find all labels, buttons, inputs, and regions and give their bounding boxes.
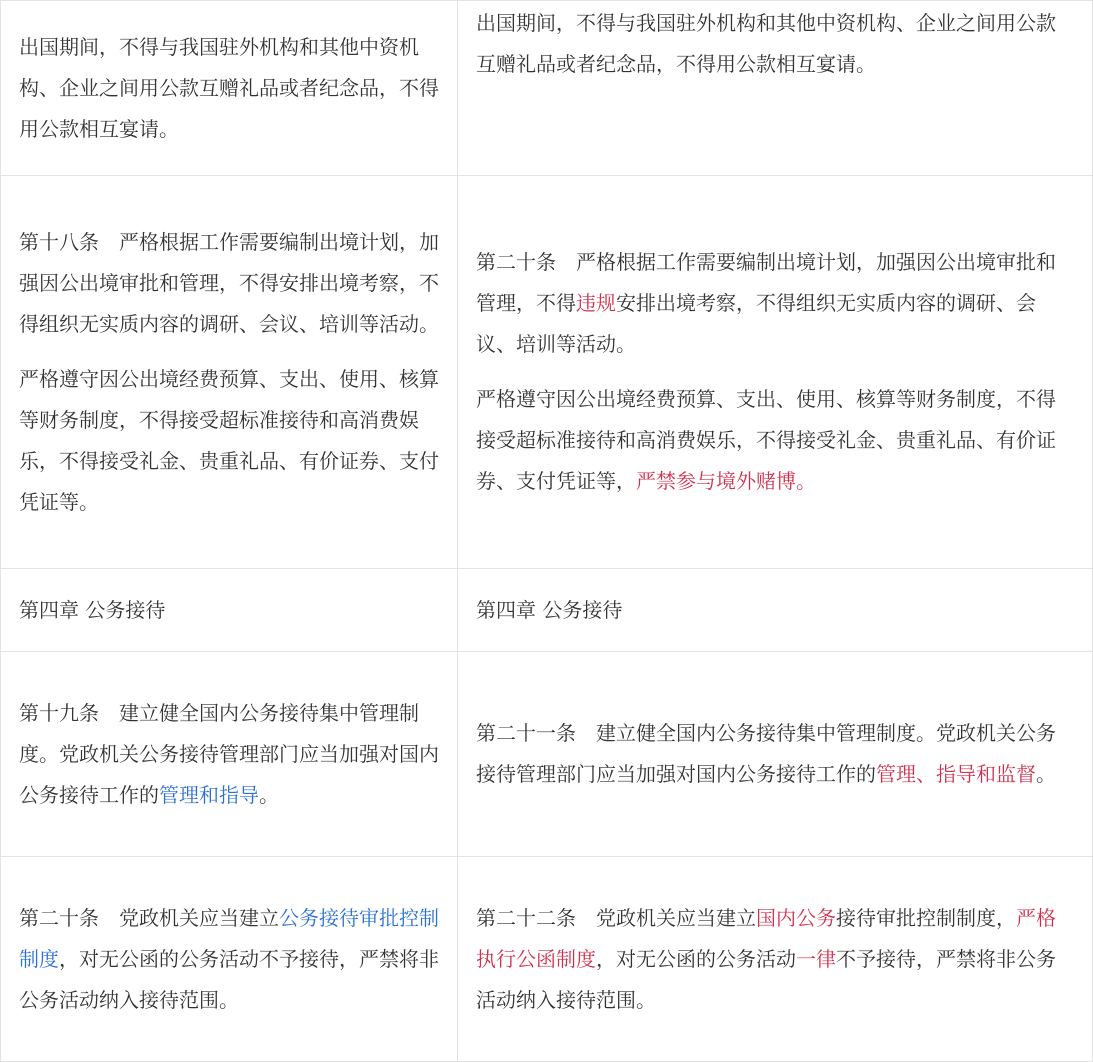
text-run: 第二十二条 党政机关应当建立 xyxy=(476,905,756,930)
text-run: 接待审批控制制度， xyxy=(836,905,1016,930)
table-row xyxy=(1,176,1093,569)
text-run: ，对无公函的公务活动不予接待，严禁将非公务活动纳入接待范围。 xyxy=(19,946,439,1012)
text-run: 严格遵守因公出境经费预算、支出、使用、核算等财务制度，不得接受超标准接待和高消费娱乐，不得接受礼金、贵重礼品、有价证券、支付凭证等。 xyxy=(19,366,439,514)
paragraph xyxy=(476,713,1074,795)
text-run: 第十九条 建立健全国内公务接待集中管理制度。党政机关公务接待管理部门应当加强对国内公务接待工作的 xyxy=(19,700,439,807)
changed-text: 公务接待审批控制制度 xyxy=(19,905,439,971)
added-text: 一律 xyxy=(796,946,836,971)
text-run: 第二十一条 建立健全国内公务接待集中管理制度。党政机关公务接待管理部门应当加强对国内公务接待工作的 xyxy=(476,721,1056,786)
added-text: 管理、指导和监督 xyxy=(876,762,1036,786)
text-run: 严格遵守因公出境经费预算、支出、使用、核算等财务制度，不得接受超标准接待和高消费娱乐，不得接受礼金、贵重礼品、有价证券、支付凭证等， xyxy=(476,387,1056,493)
added-text: 国内公务 xyxy=(756,905,836,930)
text-run: ，对无公函的公务活动 xyxy=(596,946,796,971)
old-text-cell xyxy=(1,1,458,176)
new-text-cell xyxy=(458,857,1093,1062)
old-text-cell xyxy=(1,857,458,1062)
old-text-cell xyxy=(1,652,458,857)
paragraph xyxy=(476,898,1074,1021)
text-run: 第四章 公务接待 xyxy=(476,597,623,622)
old-text-cell xyxy=(1,176,458,569)
text-run: 不予接待，严禁将非公务活动纳入接待范围。 xyxy=(476,946,1056,1012)
new-text-cell xyxy=(458,176,1093,569)
paragraph xyxy=(19,359,439,523)
text-run: 。 xyxy=(1036,762,1056,786)
table-row xyxy=(1,569,1093,652)
text-run: 第二十条 党政机关应当建立 xyxy=(19,905,279,930)
text-run: 第二十条 严格根据工作需要编制出境计划，加强因公出境审批和管理，不得 xyxy=(476,250,1056,315)
added-text: 严禁参与境外赌博。 xyxy=(636,469,816,493)
changed-text: 管理和指导 xyxy=(159,782,259,807)
text-run: 第四章 公务接待 xyxy=(19,597,166,622)
paragraph xyxy=(19,590,439,631)
paragraph xyxy=(19,693,439,816)
table-row xyxy=(1,652,1093,857)
new-text-cell xyxy=(458,652,1093,857)
paragraph xyxy=(19,898,439,1021)
text-run: 第十八条 严格根据工作需要编制出境计划，加强因公出境审批和管理，不得安排出境考察，不得组织无实质内容的调研、会议、培训等活动。 xyxy=(19,229,439,336)
paragraph xyxy=(19,222,439,345)
table-row xyxy=(1,857,1093,1062)
paragraph xyxy=(476,3,1074,85)
new-text-cell xyxy=(458,1,1093,176)
text-run: 安排出境考察，不得组织无实质内容的调研、会议、培训等活动。 xyxy=(476,291,1036,356)
paragraph xyxy=(476,590,1074,631)
paragraph xyxy=(476,242,1074,365)
added-text: 严格执行公函制度 xyxy=(476,905,1056,971)
old-chapter-heading-cell xyxy=(1,569,458,652)
added-text: 违规 xyxy=(576,291,616,315)
table-row xyxy=(1,1,1093,176)
text-run: 出国期间，不得与我国驻外机构和其他中资机构、企业之间用公款互赠礼品或者纪念品，不得用公款相互宴请。 xyxy=(19,34,439,141)
paragraph xyxy=(19,27,439,150)
paragraph xyxy=(476,379,1074,502)
text-run: 。 xyxy=(259,782,279,807)
new-chapter-heading-cell xyxy=(458,569,1093,652)
text-run: 出国期间，不得与我国驻外机构和其他中资机构、企业之间用公款互赠礼品或者纪念品，不得用公款相互宴请。 xyxy=(476,11,1056,76)
